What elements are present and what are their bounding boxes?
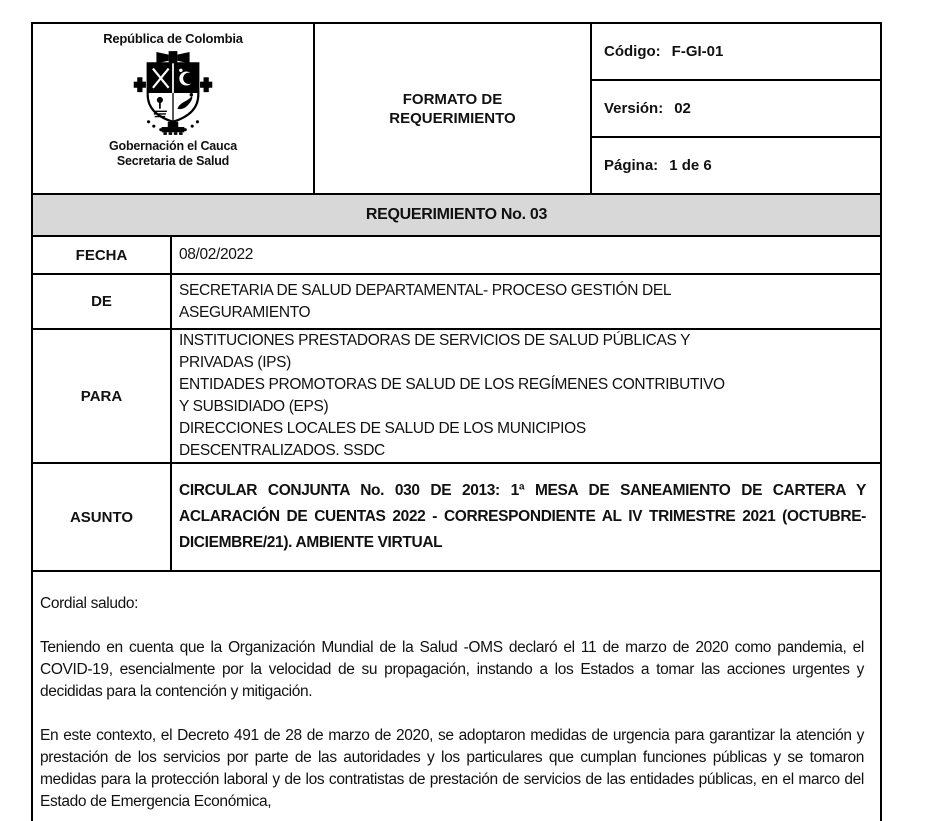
meta-version-value: 02 bbox=[674, 100, 691, 117]
asunto-value bbox=[172, 464, 880, 570]
meta-codigo bbox=[592, 24, 880, 81]
body-paragraph-2: En este contexto, el Decreto 491 de 28 de marzo de 2020, se adoptaron medidas de urgencia para garantizar la atención y prestación de los servicios por parte de las autoridades y los particulares que cumplan funciones públicas y se tomaron medidas para la protección laboral y de los contratistas de prestación de servicios de las entidades públicas, en el marco del Estado de Emergencia Económica, bbox=[40, 727, 864, 810]
org-line1: Gobernación el Cauca bbox=[109, 139, 237, 153]
fecha-label: FECHA bbox=[33, 237, 172, 273]
para-label: PARA bbox=[33, 330, 172, 462]
org-name bbox=[109, 139, 237, 169]
meta-pagina-value: 1 de 6 bbox=[669, 157, 712, 174]
letter-body bbox=[33, 572, 880, 821]
meta-version-label: Versión: bbox=[604, 100, 664, 117]
form-meta-cell bbox=[592, 24, 880, 193]
form-title: FORMATO DE REQUERIMIENTO bbox=[389, 90, 516, 127]
para-line: INSTITUCIONES PRESTADORAS DE SERVICIOS DE SALUD PÚBLICAS Y bbox=[179, 332, 691, 349]
para-line: ENTIDADES PROMOTORAS DE SALUD DE LOS REGÍMENES CONTRIBUTIVO bbox=[179, 376, 725, 393]
salutation: Cordial saludo: bbox=[40, 595, 139, 612]
para-line: PRIVADAS (IPS) bbox=[179, 354, 291, 371]
meta-pagina bbox=[592, 138, 880, 193]
asunto-label: ASUNTO bbox=[33, 464, 172, 570]
de-line: SECRETARIA DE SALUD DEPARTAMENTAL- PROCESO GESTIÓN DEL bbox=[179, 281, 672, 299]
entity-cell bbox=[33, 24, 315, 193]
meta-codigo-value: F-GI-01 bbox=[671, 43, 724, 60]
field-row-asunto bbox=[33, 464, 880, 572]
org-line2: Secretaria de Salud bbox=[116, 154, 230, 168]
requirement-banner: REQUERIMIENTO No. 03 bbox=[33, 195, 880, 237]
meta-version bbox=[592, 81, 880, 138]
country-label: República de Colombia bbox=[103, 31, 243, 46]
para-line: DESCENTRALIZADOS. SSDC bbox=[179, 442, 385, 459]
fecha-value bbox=[172, 237, 880, 273]
meta-pagina-label: Página: bbox=[604, 157, 659, 174]
requirement-form-table bbox=[31, 22, 882, 821]
cauca-coat-of-arms-logo bbox=[125, 46, 221, 139]
de-label: DE bbox=[33, 275, 172, 328]
field-row-de bbox=[33, 275, 880, 330]
field-row-para bbox=[33, 330, 880, 464]
coat-of-arms-icon bbox=[125, 48, 221, 138]
asunto-text: CIRCULAR CONJUNTA No. 030 DE 2013: 1ª MESA DE SANEAMIENTO DE CARTERA Y ACLARACIÓN DE CUENTAS 2022 - CORRESPONDIENTE AL IV TRIMESTRE 2021 (OCTUBRE-DICIEMBRE/21). AMBIENTE VIRTUAL bbox=[179, 482, 866, 551]
meta-codigo-label: Código: bbox=[604, 43, 661, 60]
form-header bbox=[33, 24, 880, 195]
fecha-value-text: 08/02/2022 bbox=[179, 246, 254, 263]
de-line: ASEGURAMIENTO bbox=[179, 303, 311, 321]
para-line: Y SUBSIDIADO (EPS) bbox=[179, 398, 329, 415]
para-value bbox=[172, 330, 880, 462]
body-paragraph-1: Teniendo en cuenta que la Organización Mundial de la Salud -OMS declaró el 11 de marzo de 2020 como pandemia, el COVID-19, esencialmente por la velocidad de su propagación, instando a los Estados a tomar las acciones urgentes y decididas para la contención y mitigación. bbox=[40, 639, 864, 700]
para-line: DIRECCIONES LOCALES DE SALUD DE LOS MUNICIPIOS bbox=[179, 420, 586, 437]
de-value bbox=[172, 275, 880, 328]
form-title-cell bbox=[315, 24, 592, 193]
field-row-fecha bbox=[33, 237, 880, 275]
